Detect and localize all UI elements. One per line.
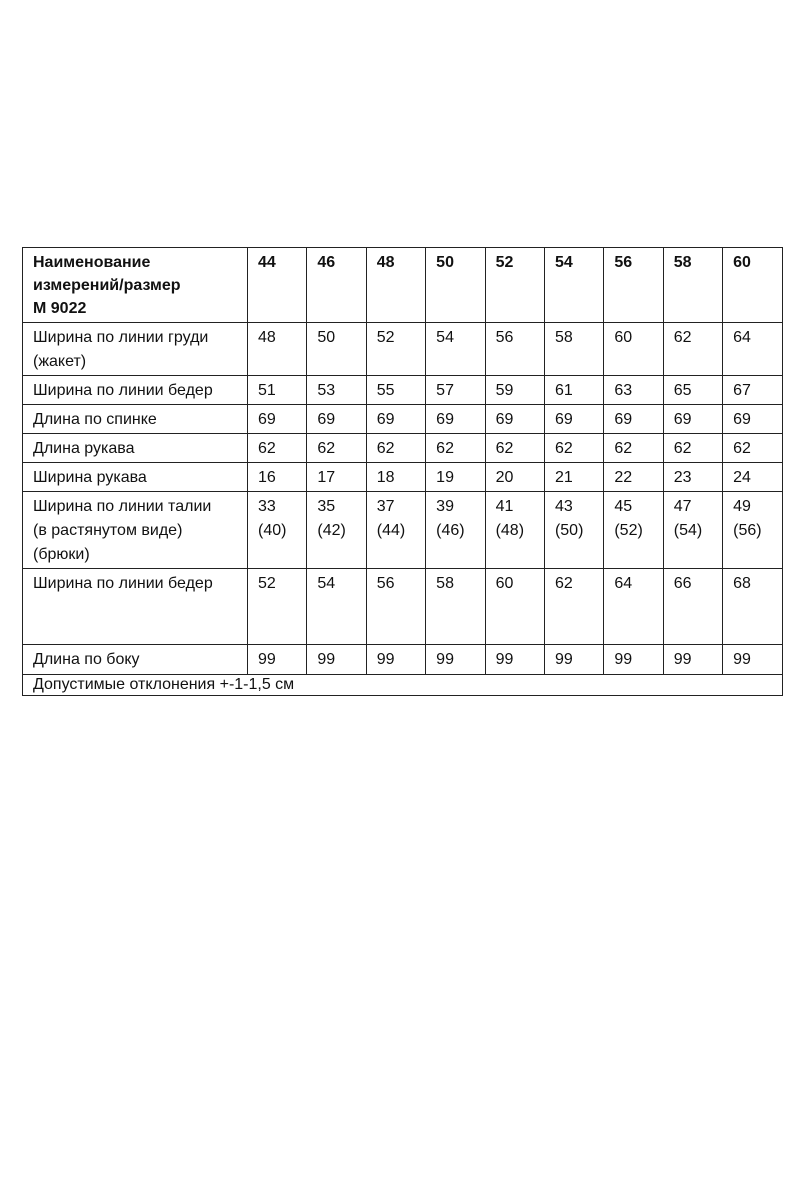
measurement-value: 59 <box>485 376 544 405</box>
measurement-value: 54 <box>307 569 366 645</box>
header-size: 44 <box>248 248 307 323</box>
measurement-value: 17 <box>307 463 366 492</box>
measurement-value: 99 <box>485 645 544 675</box>
header-row <box>23 248 783 323</box>
measurement-value: 50 <box>307 323 366 376</box>
measurement-value: 64 <box>723 323 782 376</box>
measurement-label: Длина по боку <box>23 645 248 675</box>
measurement-value: 56 <box>366 569 425 645</box>
measurement-value: 18 <box>366 463 425 492</box>
measurement-value: 99 <box>663 645 722 675</box>
table-row <box>23 463 783 492</box>
measurement-value: 62 <box>248 434 307 463</box>
table-row <box>23 434 783 463</box>
header-size: 54 <box>544 248 603 323</box>
measurement-value: 99 <box>426 645 485 675</box>
measurement-value: 63 <box>604 376 663 405</box>
measurement-value: 68 <box>723 569 782 645</box>
measurement-value: 53 <box>307 376 366 405</box>
measurement-value: 20 <box>485 463 544 492</box>
measurement-value: 62 <box>604 434 663 463</box>
measurement-value: 19 <box>426 463 485 492</box>
measurement-value: 99 <box>307 645 366 675</box>
measurement-value: 60 <box>604 323 663 376</box>
measurement-value: 62 <box>426 434 485 463</box>
measurement-value: 69 <box>663 405 722 434</box>
table-row <box>23 323 783 376</box>
measurement-value: 16 <box>248 463 307 492</box>
measurement-value: 22 <box>604 463 663 492</box>
measurement-value: 62 <box>663 323 722 376</box>
measurement-value: 21 <box>544 463 603 492</box>
table-row <box>23 376 783 405</box>
measurement-value: 62 <box>366 434 425 463</box>
measurement-value: 62 <box>663 434 722 463</box>
header-size: 48 <box>366 248 425 323</box>
table-row <box>23 405 783 434</box>
measurement-value: 62 <box>544 569 603 645</box>
measurement-value: 61 <box>544 376 603 405</box>
measurement-value: 58 <box>544 323 603 376</box>
table-row <box>23 645 783 675</box>
measurement-value: 52 <box>366 323 425 376</box>
measurement-value: 35 (42) <box>307 492 366 569</box>
measurement-value: 54 <box>426 323 485 376</box>
measurement-value: 56 <box>485 323 544 376</box>
header-size: 58 <box>663 248 722 323</box>
measurement-value: 69 <box>307 405 366 434</box>
measurement-value: 69 <box>604 405 663 434</box>
measurement-value: 65 <box>663 376 722 405</box>
measurement-value: 62 <box>723 434 782 463</box>
measurement-value: 99 <box>604 645 663 675</box>
measurement-value: 45 (52) <box>604 492 663 569</box>
measurement-value: 47 (54) <box>663 492 722 569</box>
measurement-value: 62 <box>544 434 603 463</box>
measurement-value: 37 (44) <box>366 492 425 569</box>
measurement-value: 41 (48) <box>485 492 544 569</box>
header-measurement-name: Наименование измерений/размер М 9022 <box>23 248 248 323</box>
measurement-value: 69 <box>485 405 544 434</box>
measurement-value: 67 <box>723 376 782 405</box>
header-size: 50 <box>426 248 485 323</box>
table-row <box>23 569 783 645</box>
measurement-value: 64 <box>604 569 663 645</box>
tolerance-note-row <box>23 675 783 696</box>
size-chart-table <box>22 247 783 696</box>
header-size: 46 <box>307 248 366 323</box>
tolerance-note: Допустимые отклонения +-1-1,5 см <box>23 675 783 696</box>
measurement-value: 52 <box>248 569 307 645</box>
measurement-label: Длина по спинке <box>23 405 248 434</box>
measurement-value: 39 (46) <box>426 492 485 569</box>
measurement-value: 51 <box>248 376 307 405</box>
measurement-label: Ширина рукава <box>23 463 248 492</box>
measurement-label: Ширина по линии груди (жакет) <box>23 323 248 376</box>
measurement-label: Ширина по линии талии (в растянутом виде) (брюки) <box>23 492 248 569</box>
measurement-value: 49 (56) <box>723 492 782 569</box>
measurement-value: 48 <box>248 323 307 376</box>
table-row <box>23 492 783 569</box>
measurement-value: 43 (50) <box>544 492 603 569</box>
measurement-value: 62 <box>485 434 544 463</box>
measurement-label: Ширина по линии бедер <box>23 569 248 645</box>
header-size: 60 <box>723 248 782 323</box>
measurement-value: 99 <box>248 645 307 675</box>
measurement-value: 99 <box>723 645 782 675</box>
measurement-value: 58 <box>426 569 485 645</box>
header-size: 52 <box>485 248 544 323</box>
measurement-value: 55 <box>366 376 425 405</box>
measurement-value: 69 <box>426 405 485 434</box>
measurement-value: 69 <box>248 405 307 434</box>
measurement-label: Ширина по линии бедер <box>23 376 248 405</box>
measurement-value: 99 <box>544 645 603 675</box>
measurement-value: 57 <box>426 376 485 405</box>
measurement-value: 69 <box>723 405 782 434</box>
measurement-value: 62 <box>307 434 366 463</box>
measurement-value: 69 <box>544 405 603 434</box>
measurement-value: 24 <box>723 463 782 492</box>
measurement-value: 60 <box>485 569 544 645</box>
measurement-value: 23 <box>663 463 722 492</box>
measurement-value: 69 <box>366 405 425 434</box>
measurement-value: 66 <box>663 569 722 645</box>
measurement-value: 99 <box>366 645 425 675</box>
header-size: 56 <box>604 248 663 323</box>
measurement-value: 33 (40) <box>248 492 307 569</box>
measurement-label: Длина рукава <box>23 434 248 463</box>
